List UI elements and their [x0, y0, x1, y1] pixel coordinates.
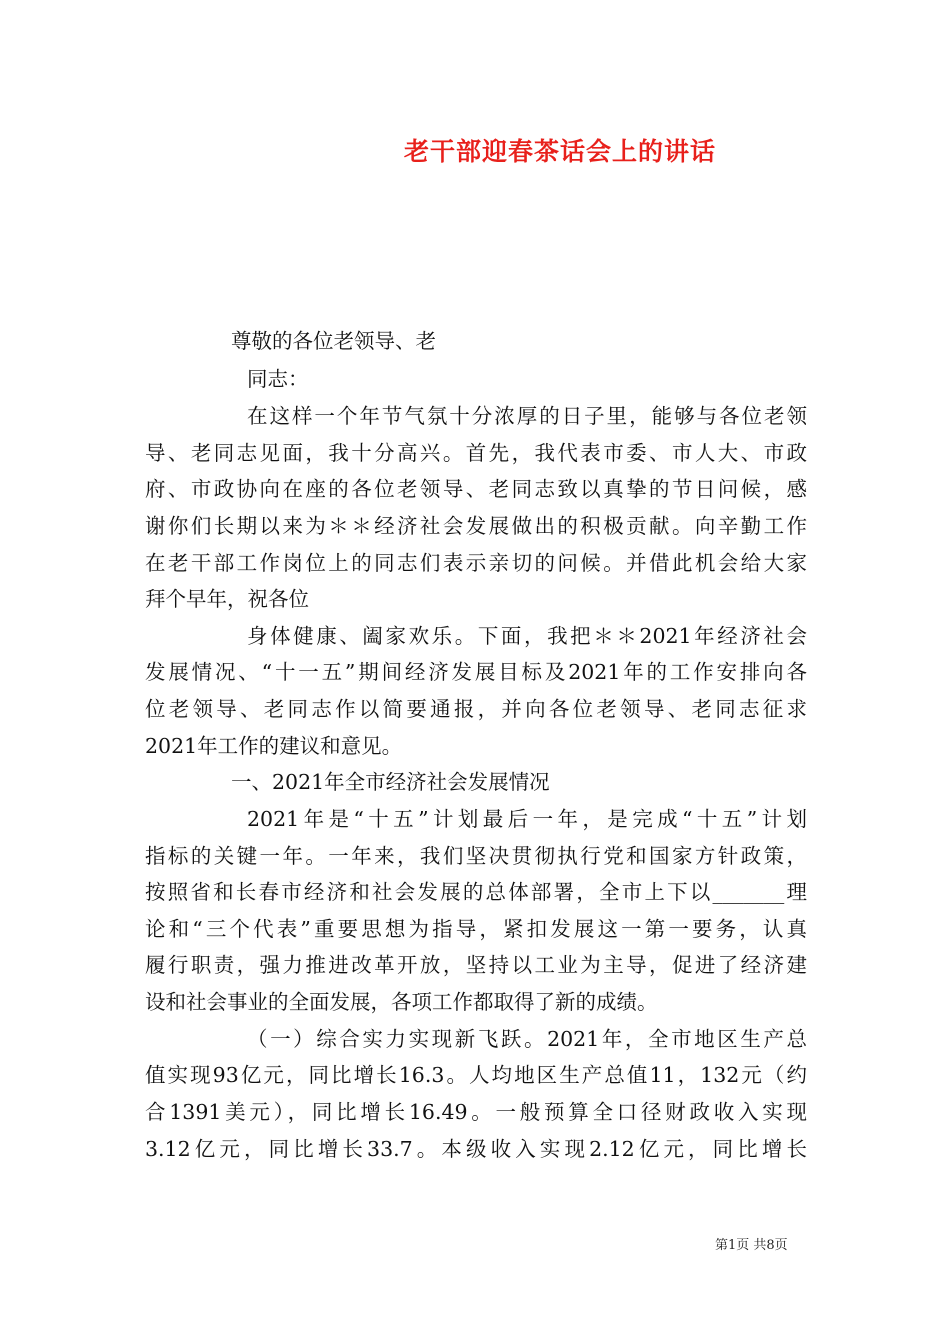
paragraph-line: 指标的关键一年。一年来，我们坚决贯彻执行党和国家方针政策，	[145, 844, 807, 868]
paragraph-line: 设和社会事业的全面发展，各项工作都取得了新的成绩。	[145, 990, 658, 1014]
paragraph-line: （一）综合实力实现新飞跃。2021年，全市地区生产总	[247, 1027, 807, 1051]
paragraph-line: 在这样一个年节气氛十分浓厚的日子里，能够与各位老领	[247, 404, 807, 428]
paragraph-line: 合1391美元），同比增长16.49。一般预算全口径财政收入实现	[145, 1100, 807, 1124]
section-heading: 一、2021年全市经济社会发展情况	[231, 770, 550, 794]
page-footer: 第1页 共8页	[715, 1238, 788, 1253]
paragraph-line: 值实现93亿元，同比增长16.3。人均地区生产总值11，132元（约	[145, 1063, 807, 1087]
paragraph-line: 府、市政协向在座的各位老领导、老同志致以真挚的节日问候，感	[145, 477, 807, 501]
paragraph-line: 论和“三个代表”重要思想为指导，紧扣发展这一第一要务，认真	[145, 917, 807, 941]
paragraph-line: 身体健康、阖家欢乐。下面，我把＊＊2021年经济社会	[247, 624, 807, 648]
paragraph-line: 2021年工作的建议和意见。	[145, 734, 403, 758]
paragraph-line: 3.12亿元，同比增长33.7。本级收入实现2.12亿元，同比增长	[145, 1137, 807, 1161]
paragraph-line: 发展情况、“十一五”期间经济发展目标及2021年的工作安排向各	[145, 660, 807, 684]
paragraph-line: 拜个早年，祝各位	[145, 587, 309, 611]
paragraph-line: 按照省和长春市经济和社会发展的总体部署，全市上下以_______理	[145, 880, 807, 904]
salutation-line-1: 尊敬的各位老领导、老	[231, 329, 436, 353]
document-title: 老干部迎春茶话会上的讲话	[403, 137, 716, 166]
salutation-line-2: 同志：	[247, 367, 309, 391]
paragraph-line: 履行职责，强力推进改革开放，坚持以工业为主导，促进了经济建	[145, 953, 807, 977]
paragraph-line: 谢你们长期以来为＊＊经济社会发展做出的积极贡献。向辛勤工作	[145, 514, 807, 538]
paragraph-line: 在老干部工作岗位上的同志们表示亲切的问候。并借此机会给大家	[145, 551, 807, 575]
paragraph-line: 位老领导、老同志作以简要通报，并向各位老领导、老同志征求	[145, 697, 807, 721]
paragraph-line: 导、老同志见面，我十分高兴。首先，我代表市委、市人大、市政	[145, 441, 807, 465]
paragraph-line: 2021年是“十五”计划最后一年，是完成“十五”计划	[247, 807, 807, 831]
